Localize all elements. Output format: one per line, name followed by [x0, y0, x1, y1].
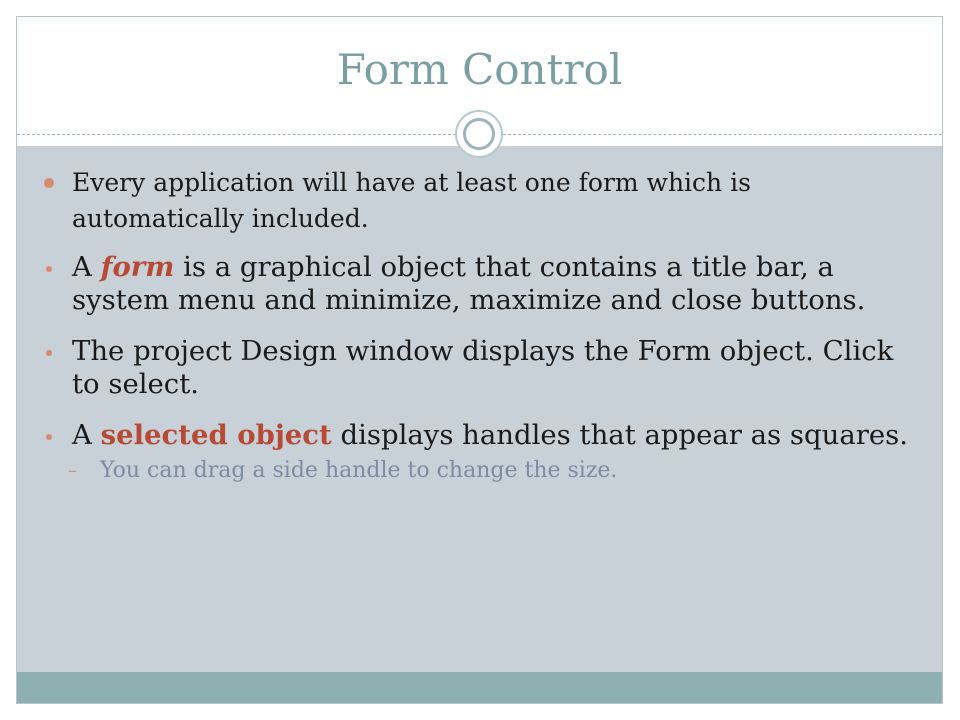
- footer-bar: [17, 672, 942, 703]
- dash-marker: –: [68, 460, 77, 481]
- bullet-item: [40, 335, 920, 401]
- bullet-list: [40, 165, 920, 486]
- emphasis-term: form: [100, 251, 175, 283]
- sub-bullet-text: You can drag a side handle to change the size.: [100, 458, 618, 483]
- double-circle-icon: [455, 110, 503, 158]
- bullet-text: Every application will have at least one form which is automatically included.: [72, 168, 751, 233]
- bullet-text: The project Design window displays the Form object. Click to select.: [72, 335, 894, 400]
- bullet-item: [40, 165, 920, 237]
- bullet-text-pre: A: [72, 419, 101, 451]
- bullet-text-post: displays handles that appear as squares.: [331, 419, 908, 451]
- bullet-text-pre: A: [72, 251, 101, 283]
- bullet-text-post: is a graphical object that contains a title bar, a system menu and minimize, maximize and close buttons.: [72, 251, 866, 316]
- bullet-item: [40, 251, 920, 317]
- emphasis-term: selected object: [100, 419, 332, 451]
- round-bullet-icon: [46, 434, 52, 440]
- round-bullet-icon: [44, 178, 54, 188]
- inner-circle: [463, 118, 495, 150]
- sub-bullet-item: [40, 456, 920, 486]
- slide-title: Form Control: [336, 45, 623, 94]
- round-bullet-icon: [46, 266, 52, 272]
- bullet-item: [40, 419, 920, 452]
- round-bullet-icon: [46, 350, 52, 356]
